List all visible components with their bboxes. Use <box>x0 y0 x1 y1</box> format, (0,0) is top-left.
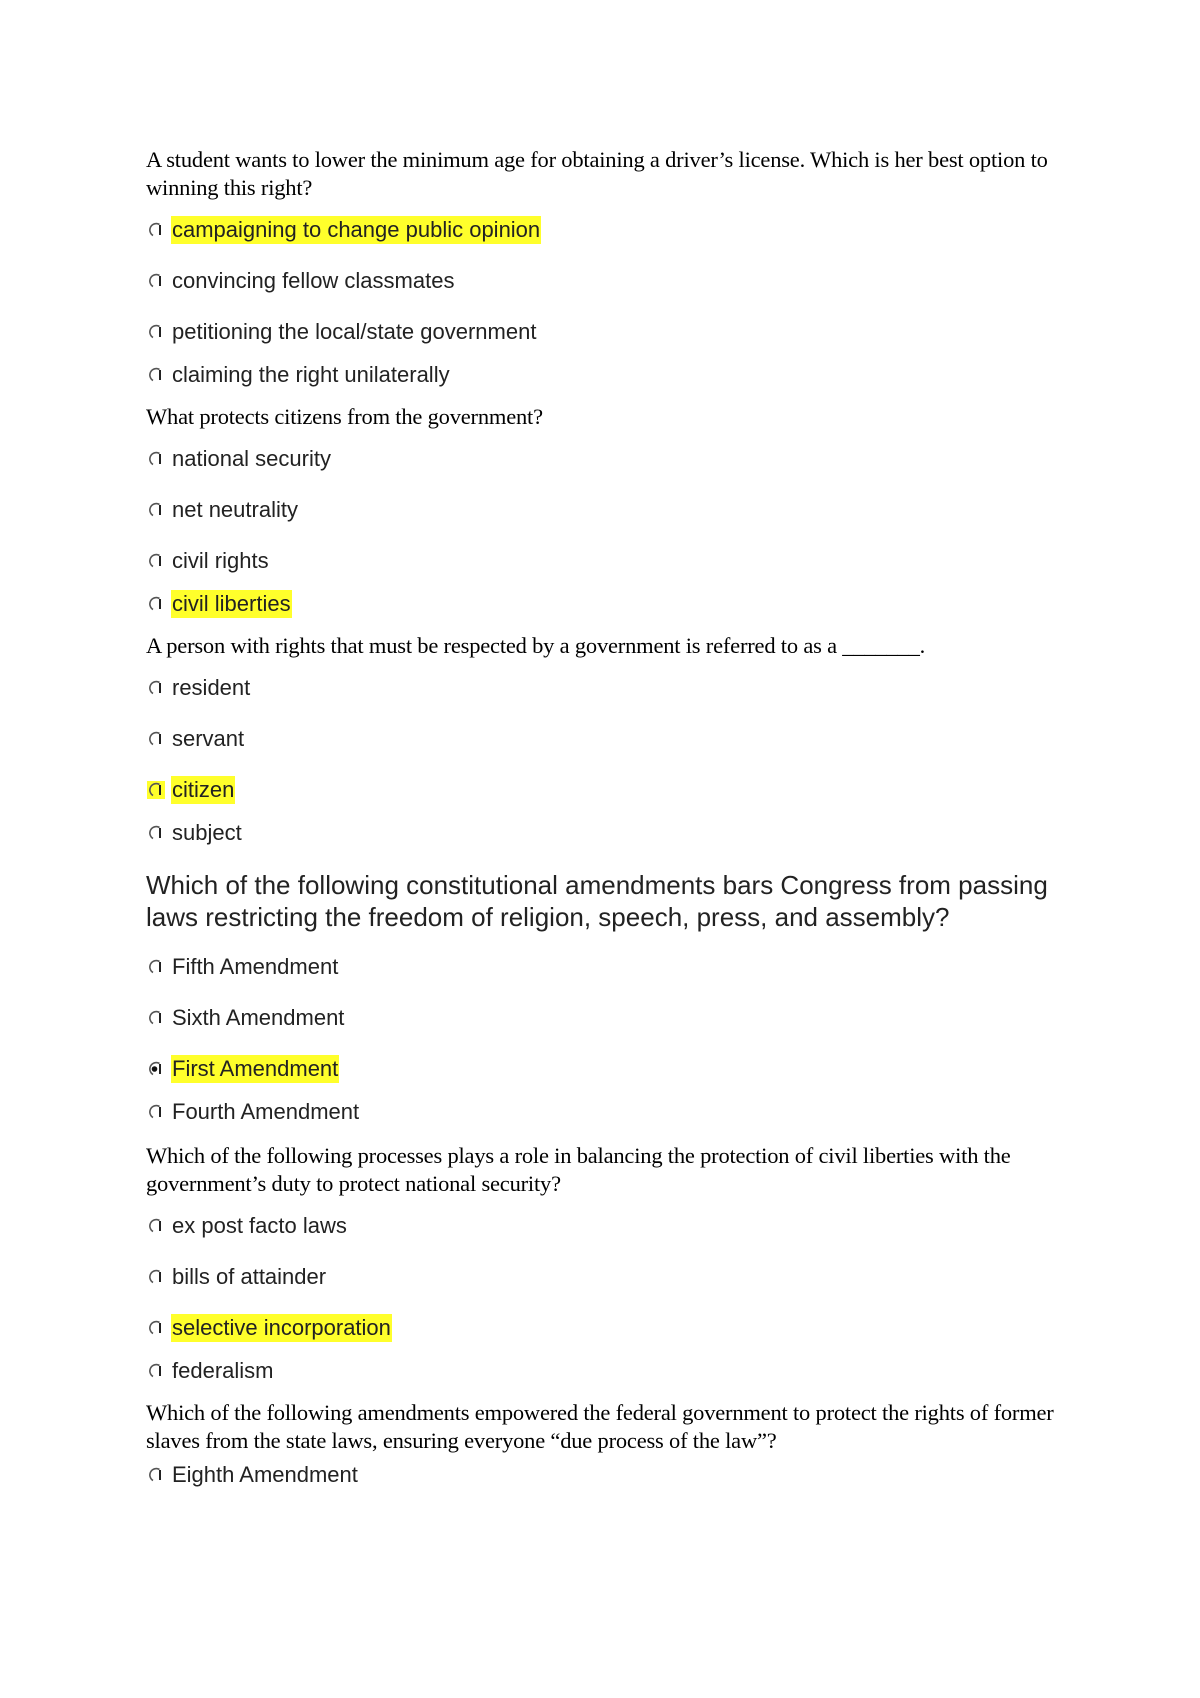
radio-empty-icon <box>147 366 165 384</box>
option-q1-c[interactable] <box>146 306 1066 357</box>
option-label: civil liberties <box>172 591 291 616</box>
option-q4-b[interactable] <box>146 992 1066 1043</box>
option-label: convincing fellow classmates <box>172 267 455 293</box>
radio-button-icon[interactable] <box>147 366 165 384</box>
option-label: servant <box>172 725 245 751</box>
option-label: subject <box>172 820 242 845</box>
radio-button-icon[interactable] <box>147 1103 165 1121</box>
radio-empty-icon <box>147 1103 165 1121</box>
question-3 <box>146 632 1066 851</box>
option-q5-c[interactable] <box>146 1302 1066 1353</box>
option-label: Sixth Amendment <box>172 1004 345 1030</box>
option-q2-d[interactable] <box>146 586 1066 622</box>
radio-button-icon[interactable] <box>147 221 165 239</box>
option-q1-a[interactable] <box>146 204 1066 255</box>
question-3-prompt: A person with rights that must be respected by a government is referred to as a _______. <box>146 633 926 658</box>
radio-empty-icon <box>147 824 165 842</box>
radio-button-icon[interactable] <box>147 958 165 976</box>
radio-empty-icon <box>147 730 165 748</box>
option-label: resident <box>172 674 251 700</box>
option-label: Fourth Amendment <box>172 1099 360 1124</box>
option-label: federalism <box>172 1358 274 1383</box>
radio-button-icon[interactable] <box>147 450 165 468</box>
question-3-options <box>146 662 1066 851</box>
radio-empty-icon <box>147 552 165 570</box>
radio-button-icon[interactable] <box>147 1466 165 1484</box>
radio-empty-icon <box>147 1268 165 1286</box>
option-label: petitioning the local/state government <box>172 318 537 344</box>
question-1-options <box>146 204 1066 393</box>
question-1 <box>146 146 1066 393</box>
radio-button-icon[interactable] <box>147 501 165 519</box>
question-1-prompt: A student wants to lower the minimum age for obtaining a driver’s license. Which is her best option to winning this right? <box>146 147 1048 200</box>
radio-empty-icon <box>147 958 165 976</box>
radio-button-icon[interactable] <box>147 824 165 842</box>
option-q3-d[interactable] <box>146 815 1066 851</box>
question-4-options <box>146 941 1066 1130</box>
option-q4-c[interactable] <box>146 1043 1066 1094</box>
radio-button-icon[interactable] <box>147 1319 165 1337</box>
radio-button-icon[interactable] <box>147 323 165 341</box>
radio-empty-icon <box>147 450 165 468</box>
radio-empty-icon <box>147 221 165 239</box>
radio-empty-icon <box>147 1319 165 1337</box>
option-label: citizen <box>172 776 235 802</box>
radio-selected-icon <box>147 1060 165 1078</box>
option-q6-a[interactable] <box>146 1457 1066 1493</box>
option-q5-b[interactable] <box>146 1251 1066 1302</box>
option-q5-a[interactable] <box>146 1200 1066 1251</box>
option-q5-d[interactable] <box>146 1353 1066 1389</box>
option-label: Eighth Amendment <box>172 1462 358 1487</box>
option-q2-a[interactable] <box>146 433 1066 484</box>
option-label: bills of attainder <box>172 1263 327 1289</box>
radio-empty-icon <box>147 1362 165 1380</box>
radio-empty-icon <box>147 272 165 290</box>
option-label: national security <box>172 445 331 471</box>
question-2-options <box>146 433 1066 622</box>
option-q3-a[interactable] <box>146 662 1066 713</box>
question-6-options <box>146 1457 1066 1493</box>
option-label: claiming the right unilaterally <box>172 362 450 387</box>
radio-empty-icon <box>147 595 165 613</box>
radio-empty-icon <box>147 1009 165 1027</box>
option-label: civil rights <box>172 547 269 573</box>
option-q1-b[interactable] <box>146 255 1066 306</box>
radio-empty-icon <box>147 1217 165 1235</box>
radio-button-icon[interactable] <box>147 1217 165 1235</box>
radio-empty-icon <box>147 1466 165 1484</box>
option-q1-d[interactable] <box>146 357 1066 393</box>
radio-button-icon[interactable] <box>147 730 165 748</box>
option-q2-c[interactable] <box>146 535 1066 586</box>
radio-button-icon[interactable] <box>147 272 165 290</box>
question-6-prompt: Which of the following amendments empowered the federal government to protect the rights of former slaves from the state laws, ensuring everyone “due process of the law”? <box>146 1400 1054 1453</box>
radio-button-icon[interactable] <box>147 1268 165 1286</box>
radio-empty-icon <box>147 501 165 519</box>
radio-button-icon[interactable] <box>147 1009 165 1027</box>
question-2 <box>146 403 1066 622</box>
option-label: First Amendment <box>172 1055 339 1081</box>
radio-empty-icon <box>147 781 165 799</box>
radio-empty-icon <box>147 679 165 697</box>
quiz-content <box>146 146 1066 1493</box>
question-5 <box>146 1142 1066 1389</box>
option-label: Fifth Amendment <box>172 953 339 979</box>
radio-button-icon[interactable] <box>147 781 165 799</box>
radio-button-icon[interactable] <box>147 679 165 697</box>
option-label: net neutrality <box>172 496 298 522</box>
option-label: selective incorporation <box>172 1314 391 1340</box>
radio-button-icon[interactable] <box>147 595 165 613</box>
radio-empty-icon <box>147 323 165 341</box>
question-5-prompt: Which of the following processes plays a role in balancing the protection of civil liberties with the government’s duty to protect national security? <box>146 1143 1011 1196</box>
question-2-prompt: What protects citizens from the government? <box>146 404 543 429</box>
question-6 <box>146 1399 1066 1493</box>
option-q3-c[interactable] <box>146 764 1066 815</box>
radio-button-icon[interactable] <box>147 1060 165 1078</box>
question-4-prompt: Which of the following constitutional amendments bars Congress from passing laws restricting the freedom of religion, speech, press, and assembly? <box>146 870 1048 932</box>
question-4 <box>146 869 1066 1130</box>
option-label: ex post facto laws <box>172 1212 347 1238</box>
option-q2-b[interactable] <box>146 484 1066 535</box>
option-q4-a[interactable] <box>146 941 1066 992</box>
option-label: campaigning to change public opinion <box>172 216 541 242</box>
radio-button-icon[interactable] <box>147 552 165 570</box>
option-q4-d[interactable] <box>146 1094 1066 1130</box>
question-5-options <box>146 1200 1066 1389</box>
option-q3-b[interactable] <box>146 713 1066 764</box>
radio-button-icon[interactable] <box>147 1362 165 1380</box>
